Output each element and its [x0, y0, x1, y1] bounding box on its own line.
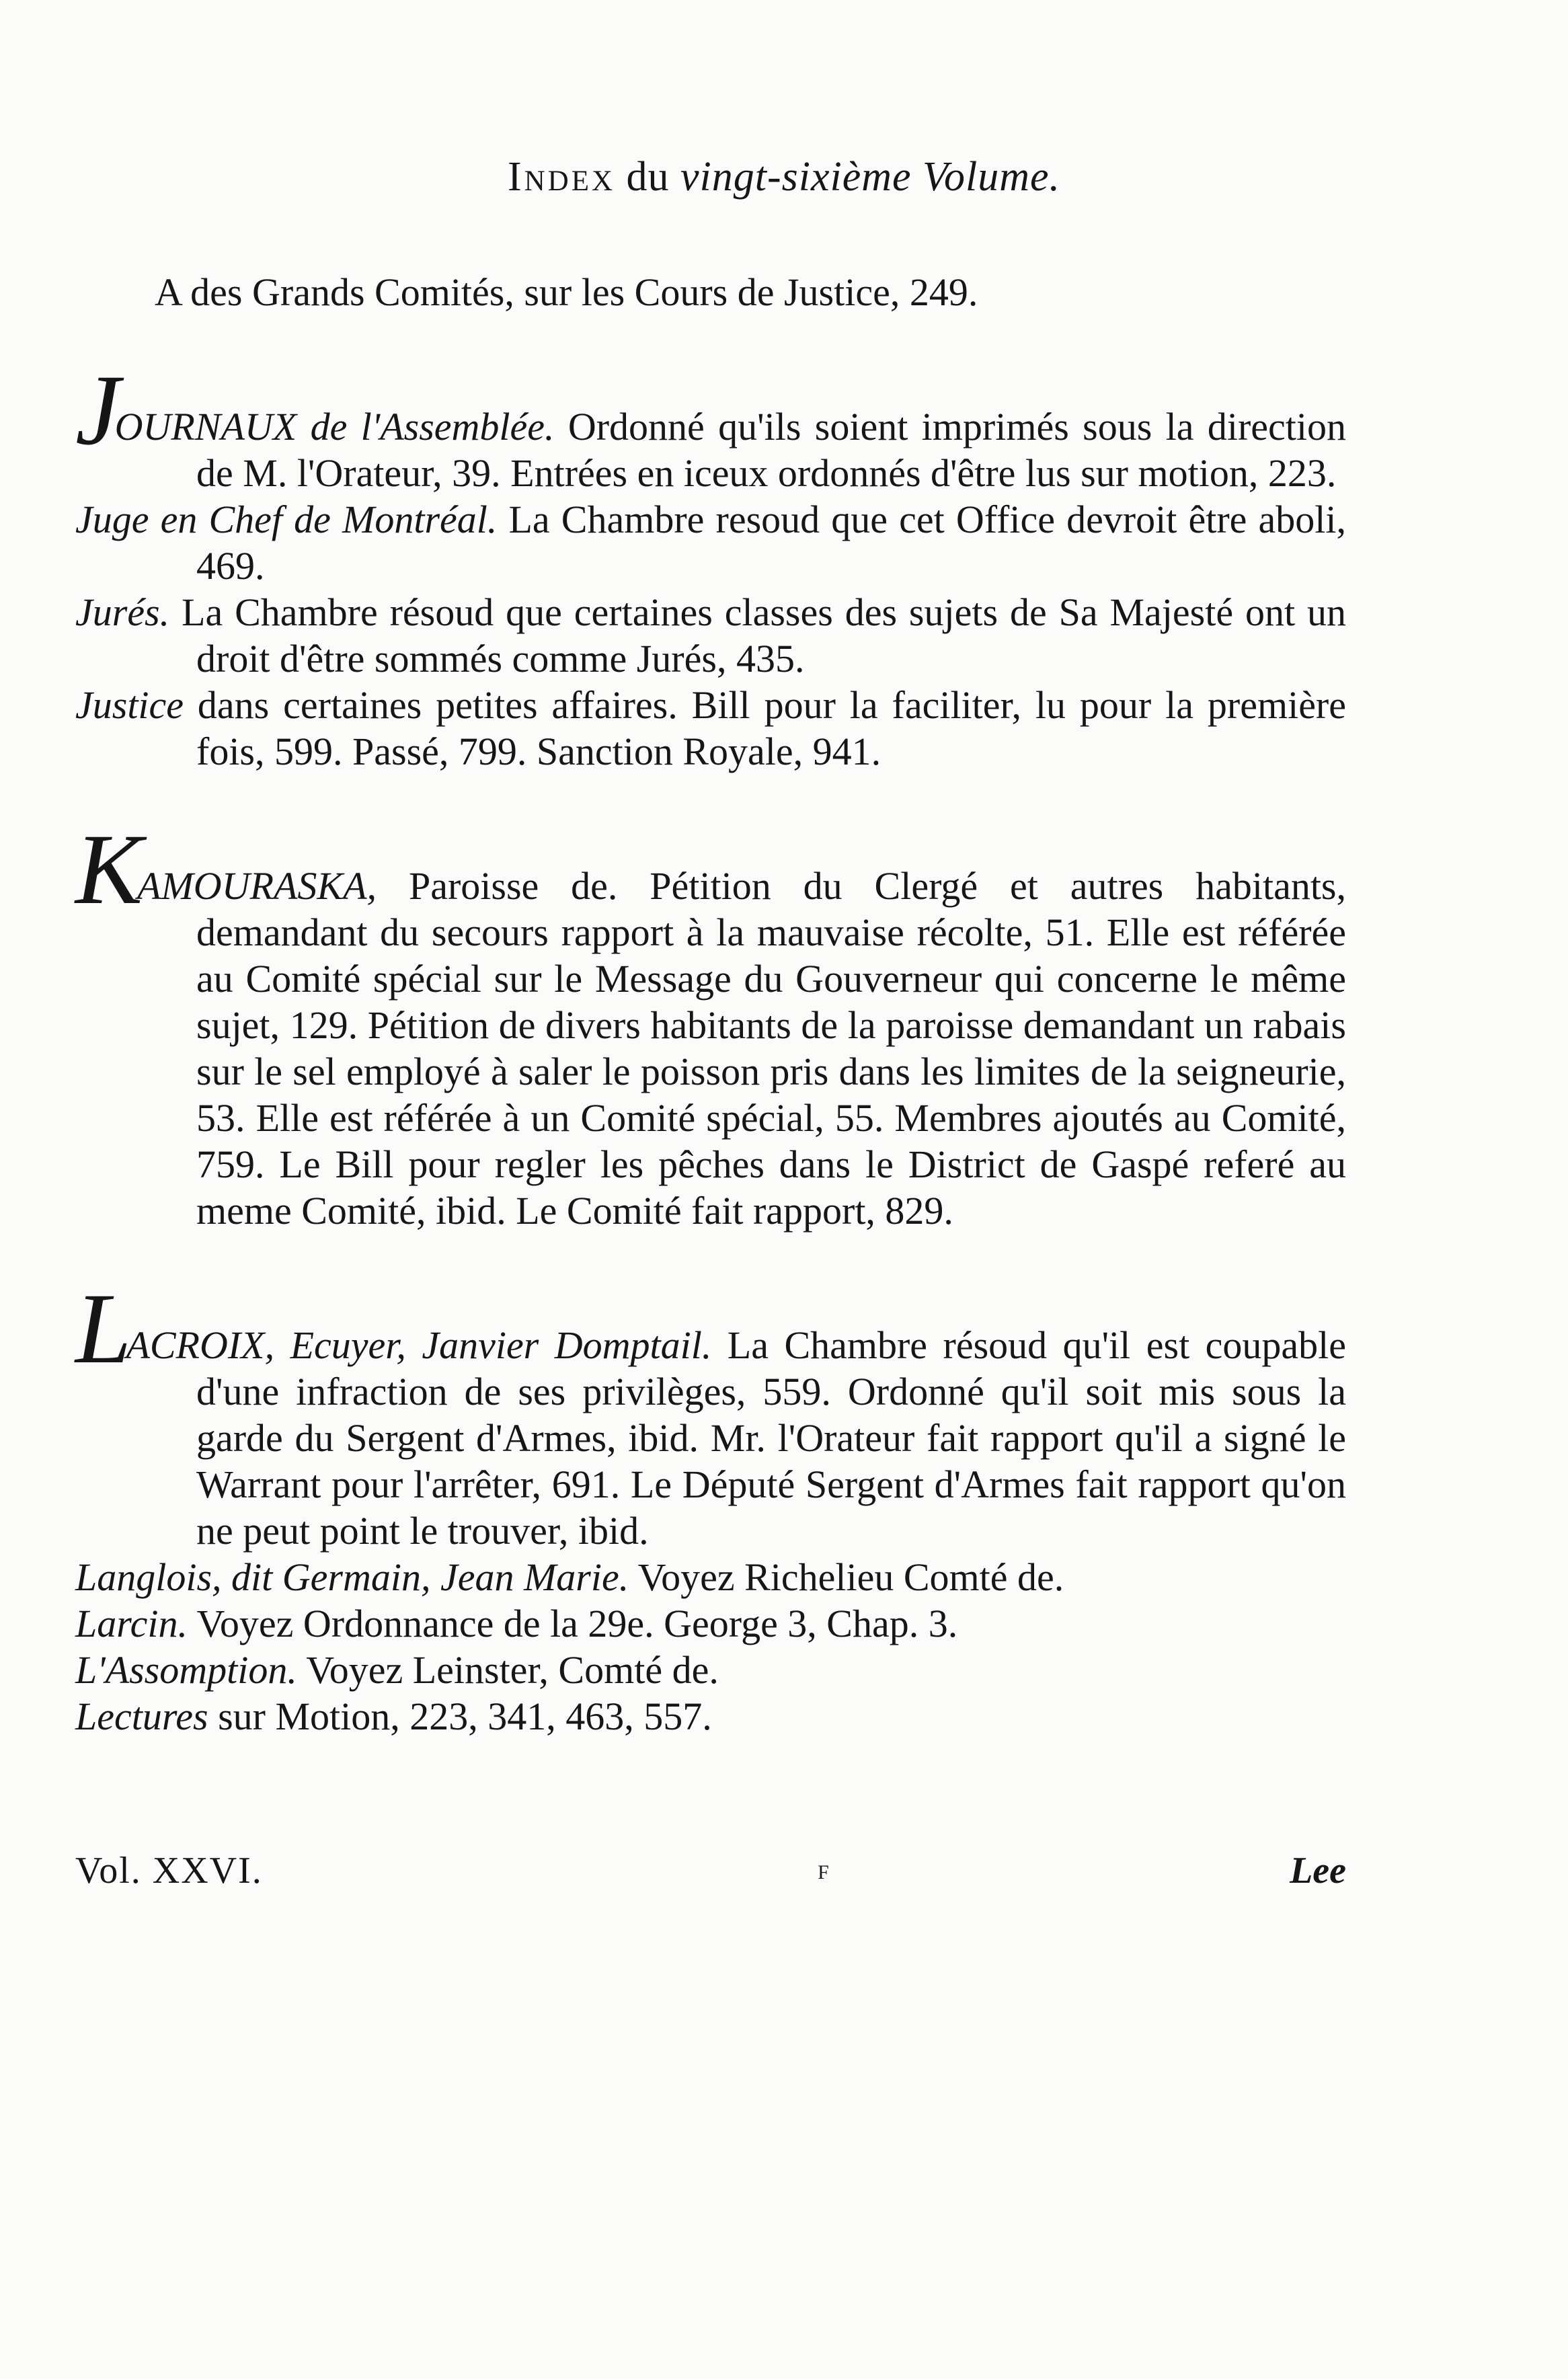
entry-assomption: [75, 1647, 1346, 1693]
entry-assomption-head: L'Assomption.: [75, 1648, 297, 1692]
entry-journaux-text: Ordonné qu'ils soient imprimés sous la direction de M. l'Orateur, 39. Entrées en iceux ordonnés d'être lus sur motion, 223.: [196, 405, 1346, 496]
drop-initial-k: K: [75, 814, 143, 926]
entry-lacroix: [75, 1273, 1346, 1554]
signature-mark: F: [818, 1861, 829, 1883]
entry-larcin-head: Larcin.: [75, 1602, 188, 1646]
entry-juge-text: La Chambre resoud que cet Office devroit être aboli, 469.: [196, 498, 1346, 588]
entry-lacroix-head: ACROIX, Ecuyer, Janvier Domptail.: [126, 1323, 712, 1368]
entry-langlois-text: Voyez Richelieu Comté de.: [629, 1555, 1064, 1600]
entry-larcin: [75, 1600, 1346, 1647]
section-gap: [75, 315, 1346, 380]
entry-jures: [75, 589, 1346, 682]
entry-kamouraska: [75, 814, 1346, 1234]
entry-journaux-head: OURNAUX de l'Assemblée.: [114, 405, 555, 449]
entry-juge-head: Juge en Chef de Montréal.: [75, 498, 498, 542]
index-column: [75, 269, 1346, 1740]
header-index: Index: [507, 154, 616, 200]
entry-justice-head: Justice: [75, 683, 184, 728]
continuation-line: A des Grands Comités, sur les Cours de Justice, 249.: [155, 270, 978, 314]
entry-justice: [75, 682, 1346, 775]
entry-journaux: [75, 354, 1346, 496]
entry-lectures-text: sur Motion, 223, 341, 463, 557.: [208, 1694, 712, 1739]
drop-initial-l: L: [75, 1273, 132, 1385]
entry-assomption-text: Voyez Leinster, Comté de.: [297, 1648, 719, 1692]
entry-jures-head: Jurés.: [75, 590, 170, 635]
drop-initial-j: J: [75, 354, 120, 467]
entry-lectures-head: Lectures: [75, 1694, 208, 1739]
section-gap: [75, 1234, 1346, 1298]
entry-justice-text: dans certaines petites affaires. Bill pour la faciliter, lu pour la première fois, 599. Passé, 799. Sanction Royale, 941.: [184, 683, 1346, 774]
header-volume: vingt-sixième Volume.: [680, 154, 1061, 200]
entry-kamouraska-head: AMOURASKA,: [137, 864, 377, 908]
page-footer: [75, 1849, 1346, 1892]
entry-lacroix-text: La Chambre résoud qu'il est coupable d'une infraction de ses privilèges, 559. Ordonné qu'il soit mis sous la garde du Sergent d'Armes, ibid. Mr. l'Orateur fait rapport qu'il a signé le Warrant pour l'arrêter, 691. Le Député Sergent d'Armes fait rapport qu'on ne peut point le trouver, ibid.: [196, 1323, 1346, 1553]
entry-larcin-text: Voyez Ordonnance de la 29e. George 3, Chap. 3.: [188, 1602, 958, 1646]
page-header: [0, 153, 1568, 201]
catchword: Lee: [1290, 1850, 1346, 1892]
entry-jures-text: La Chambre résoud que certaines classes des sujets de Sa Majesté ont un droit d'être sommés comme Jurés, 435.: [169, 590, 1346, 681]
entry-langlois: [75, 1554, 1346, 1600]
header-du: du: [626, 154, 670, 200]
entry-kamouraska-text: Paroisse de. Pétition du Clergé et autres habitants, demandant du secours rapport à la mauvaise récolte, 51. Elle est référée au Comité spécial sur le Message du Gouverneur qui concerne le même sujet, 129. Pétition de divers habitants de la paroisse demandant un rabais sur le sel employé à saler le poisson pris dans les limites de la seigneurie, 53. Elle est référée à un Comité spécial, 55. Membres ajoutés au Comité, 759. Le Bill pour regler les pêches dans le District de Gaspé referé au meme Comité, ibid. Le Comité fait rapport, 829.: [196, 864, 1346, 1233]
entry-juge: [75, 496, 1346, 589]
entry-lectures: [75, 1693, 1346, 1740]
section-gap: [75, 775, 1346, 839]
volume-number: Vol. XXVI.: [75, 1850, 263, 1892]
entry-langlois-head: Langlois, dit Germain, Jean Marie.: [75, 1555, 629, 1600]
